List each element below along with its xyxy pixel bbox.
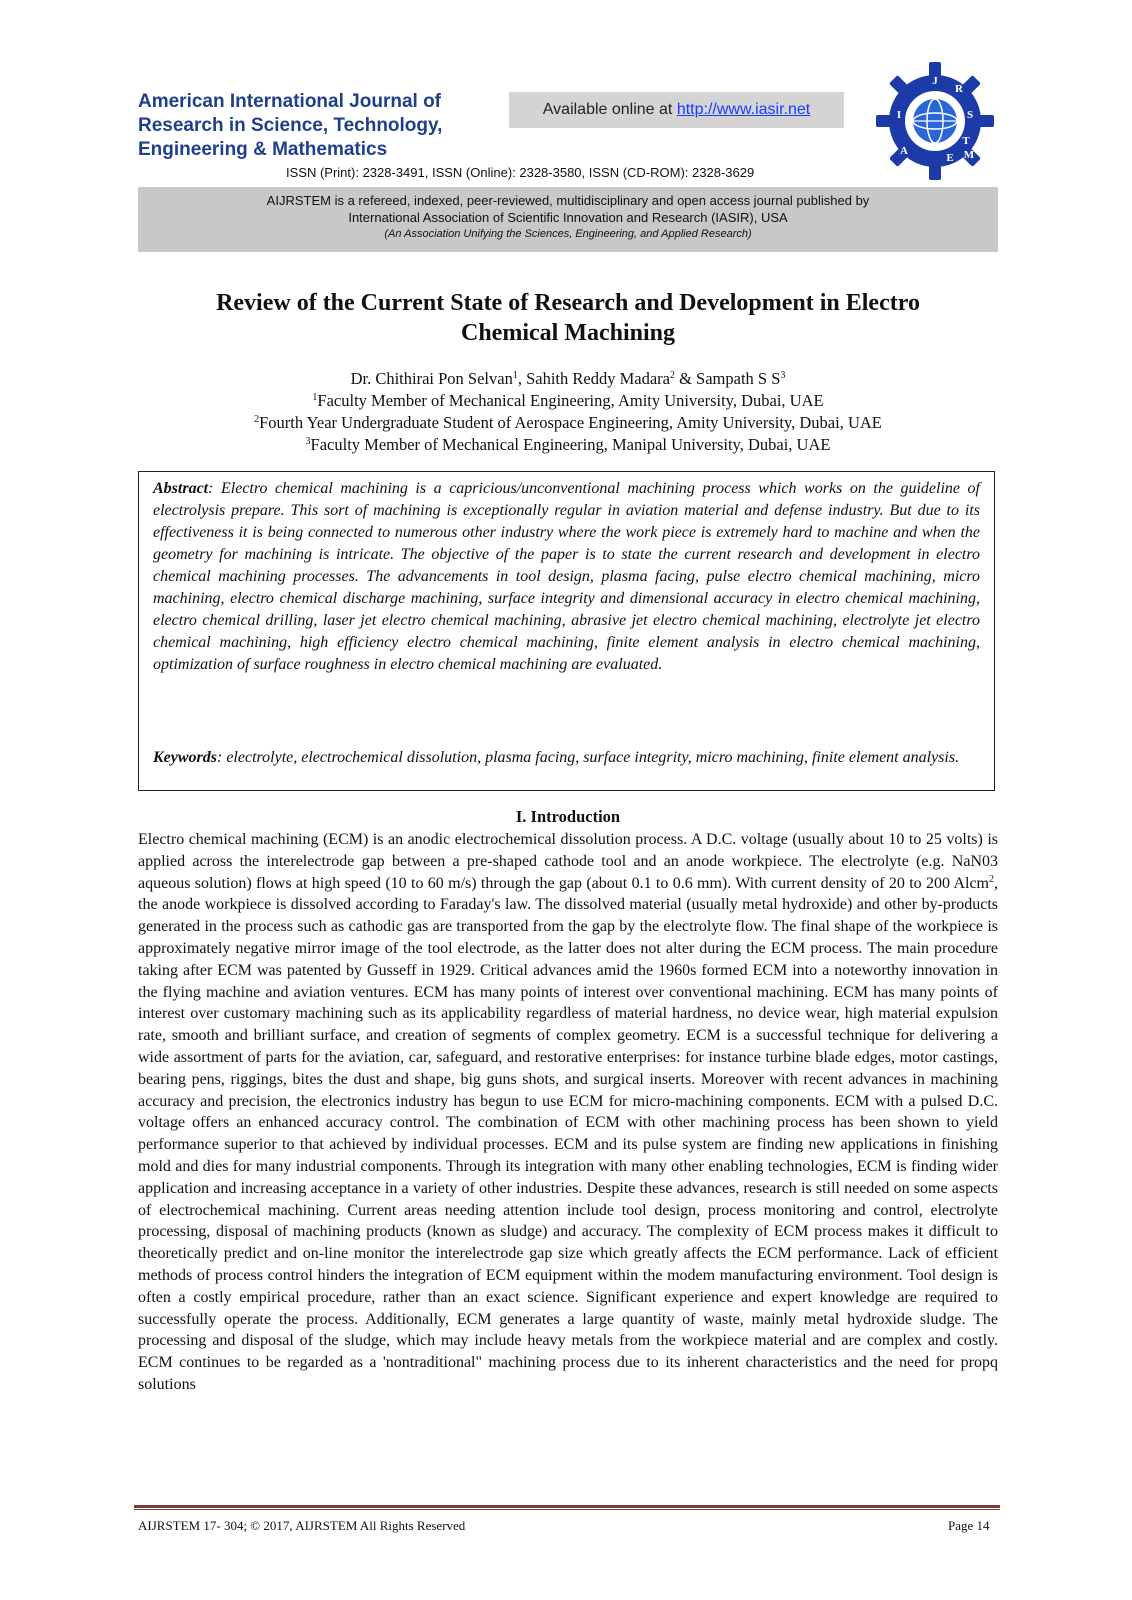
- section-heading: I. Introduction: [515, 807, 621, 826]
- journal-logo-seal: [874, 60, 996, 182]
- intro-superscript: 2: [989, 873, 994, 885]
- affiliation-3-text: Faculty Member of Mechanical Engineering, Manipal University, Dubai, UAE: [310, 435, 831, 454]
- footer-copyright: AIJRSTEM 17- 304; © 2017, AIJRSTEM All Rights Reserved: [138, 1518, 466, 1533]
- banner-line-2: International Association of Scientific Innovation and Research (IASIR), USA: [348, 210, 788, 225]
- svg-text:M: M: [963, 149, 975, 161]
- banner-line-3: (An Association Unifying the Sciences, Engineering, and Applied Research): [384, 228, 752, 240]
- availability-prefix: Available online at: [542, 101, 677, 118]
- affiliation-2-text: Fourth Year Undergraduate Student of Aerospace Engineering, Amity University, Dubai, UAE: [259, 413, 882, 432]
- publisher-banner: [138, 187, 998, 252]
- keywords-text: : electrolyte, electrochemical dissolution, plasma facing, surface integrity, micro machining, finite element analysis.: [217, 749, 960, 766]
- author-1: Dr. Chithirai Pon Selvan: [350, 369, 513, 388]
- abstract-label: Abstract: [153, 480, 209, 497]
- abstract-box: [138, 471, 995, 791]
- author-3: & Sampath S S: [674, 369, 781, 388]
- affiliation-3-sup: 3: [305, 436, 311, 447]
- svg-text:I: I: [896, 109, 902, 121]
- svg-text:E: E: [946, 152, 954, 164]
- svg-text:R: R: [955, 83, 963, 95]
- affiliation-2: [138, 412, 998, 434]
- author-list: [138, 368, 998, 390]
- availability-banner: [509, 92, 844, 128]
- journal-url-link[interactable]: http://www.iasir.net: [676, 101, 811, 118]
- keywords-paragraph: [153, 747, 980, 769]
- affiliation-1: [138, 390, 998, 412]
- footer-divider: [134, 1505, 1000, 1510]
- affiliation-1-sup: 1: [312, 392, 318, 403]
- keywords-label: Keywords: [153, 749, 217, 766]
- svg-text:J: J: [932, 75, 938, 87]
- affiliation-3: [138, 434, 998, 456]
- abstract-text: : Electro chemical machining is a capricious/unconventional machining process which works on the guideline of electrolysis prepare. This sort of machining is exceptionally regular in aviation material and defense industry. But due to its effectiveness it is being connected to numerous other industry where the work piece is extremely hard to machine and when the geometry for machining is intricate. The objective of the paper is to state the current research and development in electro chemical machining processes. The advancements in tool design, plasma facing, pulse electro chemical machining, micro machining, electro chemical discharge machining, surface integrity and dimensional accuracy in electro chemical machining, electro chemical drilling, laser jet electro chemical machining, abrasive jet electro chemical machining, electrolyte jet electro chemical machining, high efficiency electro chemical machining, finite element analysis in electro chemical machining, optimization of surface roughness in electro chemical machining are evaluated.: [153, 480, 980, 673]
- author-block: [138, 368, 998, 456]
- title-line-2: Chemical Machining: [461, 320, 675, 346]
- introduction-body: [138, 829, 998, 1396]
- page-number: Page 14: [948, 1518, 990, 1533]
- intro-part-1: Electro chemical machining (ECM) is an anodic electrochemical dissolution process. A D.C. voltage (usually about 10 to 25 volts) is applied across the interelectrode gap between a pre-shaped cathode tool and an anode workpiece. The electrolyte (e.g. NaN03 aqueous solution) flows at high speed (10 to 60 m/s) through the gap (about 0.1 to 0.6 mm). With current density of 20 to 200 Alcm: [138, 831, 998, 892]
- affiliation-2-sup: 2: [254, 414, 260, 425]
- author-2: , Sahith Reddy Madara: [517, 369, 670, 388]
- paper-title: [138, 288, 998, 348]
- author-1-sup: 1: [512, 370, 518, 381]
- author-2-sup: 2: [669, 370, 675, 381]
- banner-line-1: AIJRSTEM is a refereed, indexed, peer-reviewed, multidisciplinary and open access journal published by: [266, 193, 870, 208]
- author-3-sup: 3: [780, 370, 786, 381]
- svg-text:A: A: [900, 145, 908, 157]
- title-line-1: Review of the Current State of Research and Development in Electro: [216, 290, 920, 316]
- affiliation-1-text: Faculty Member of Mechanical Engineering, Amity University, Dubai, UAE: [317, 391, 824, 410]
- svg-text:T: T: [962, 135, 970, 147]
- intro-part-2: , the anode workpiece is dissolved according to Faraday's law. The dissolved material (usually metal hydroxide) and other by-products generated in the process such as cathodic gas are transported from the gap by the electrolyte flow. The final shape of the workpiece is approximately negative mirror image of the tool electrode, as the latter does not alter during the ECM process. The main procedure taking after ECM was patented by Gusseff in 1929. Critical advances amid the 1960s formed ECM into a noteworthy innovation in the flying machine and aviation ventures. ECM has many points of interest over conventional machining. ECM has many points of interest over customary machining such as its applicability regardless of material hardness, no device wear, high material expulsion rate, smooth and brilliant surface, and creation of segments of complex geometry. ECM is a successful technique for delivering a wide assortment of parts for the aviation, car, safeguard, and restorative enterprises: for instance turbine blade edges, motor castings, bearing pens, riggings, bites the dust and shape, big guns shots, and surgical inserts. Moreover with recent advances in machining accuracy and precision, the electronics industry has begun to use ECM for micro-machining components. ECM with a pulsed D.C. voltage offers an enhanced accuracy control. The combination of ECM with other machining process has been shown to yield performance superior to that achieved by individual processes. ECM and its pulse system are finding new applications in finishing mold and dies for many industrial components. Through its integration with many other enabling technologies, ECM is finding wider application and increasing acceptance in a variety of other industries. Despite these advances, research is still needed on some aspects of electrochemical machining. Current areas needing attention include tool design, process monitoring and control, electrolyte processing, disposal of machining products (known as sludge) and accuracy. The complexity of ECM process makes it difficult to theoretically predict and on-line monitor the interelectrode gap size which greatly affects the ECM performance. Lack of efficient methods of process control hinders the integration of ECM equipment within the modem manufacturing environment. Tool design is often a costly empirical procedure, rather than an exact science. Significant experience and expert knowledge are required to successfully operate the process. Additionally, ECM generates a large quantity of waste, mainly metal hydroxide sludge. The processing and disposal of the sludge, which may include heavy metals from the workpiece material and are complex and costly. ECM continues to be regarded as a 'nontraditional" machining process due to its inherent characteristics and the need for propq solutions: [138, 874, 998, 1393]
- svg-text:S: S: [966, 109, 974, 121]
- abstract-paragraph: [153, 478, 980, 676]
- journal-name: American International Journal of Research in Science, Technology, Engineering & Mathematics: [138, 91, 443, 160]
- issn-line: ISSN (Print): 2328-3491, ISSN (Online): 2328-3580, ISSN (CD-ROM): 2328-3629: [286, 165, 755, 180]
